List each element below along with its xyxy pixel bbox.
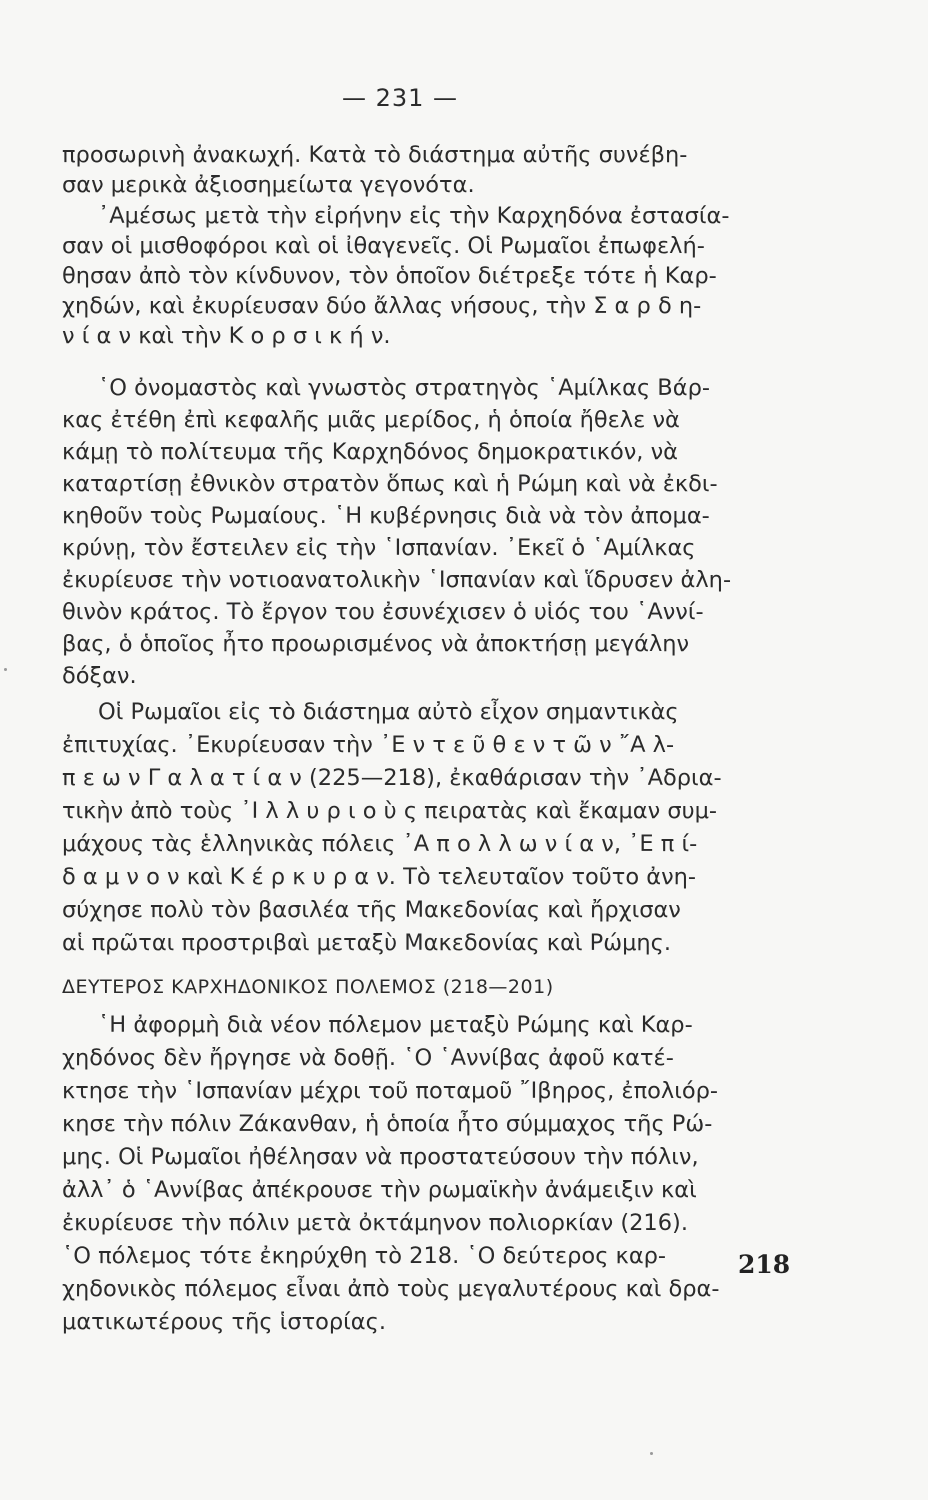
text-line: χηδονικὸς πόλεμος εἶναι ἀπὸ τοὺς μεγαλυτέρους καὶ δρα- <box>62 1276 720 1302</box>
text-line: βας, ὁ ὁποῖος ἦτο προωρισμένος νὰ ἀποκτήσῃ μεγάλην <box>62 631 690 657</box>
text-line: σαν μερικὰ ἀξιοσημείωτα γεγονότα. <box>62 172 475 198</box>
text-line: κησε τὴν πόλιν Ζάκανθαν, ἡ ὁποία ἦτο σύμμαχος τῆς Ρώ- <box>62 1111 713 1137</box>
scan-speck <box>4 668 7 671</box>
text-line: ᾿Αμέσως μετὰ τὴν εἰρήνην εἰς τὴν Καρχηδόνα ἐστασία- <box>98 203 730 229</box>
text-line: ἀλλ᾿ ὁ ῾Αννίβας ἀπέκρουσε τὴν ρωμαϊκὴν ἀνάμειξιν καὶ <box>62 1177 697 1203</box>
text-line: τικὴν ἀπὸ τοὺς ᾿Ι λ λ υ ρ ι ο ὺ ς πειρατὰς καὶ ἔκαμαν συμ- <box>62 798 718 824</box>
text-line: κηθοῦν τοὺς Ρωμαίους. ῾Η κυβέρνησις διὰ νὰ τὸν ἀπομα- <box>62 503 710 529</box>
text-line: ματικωτέρους τῆς ἱστορίας. <box>62 1309 386 1335</box>
text-line: κτησε τὴν ῾Ισπανίαν μέχρι τοῦ ποταμοῦ ῎Ιβηρος, ἐπολιόρ- <box>62 1078 719 1104</box>
text-line: π ε ω ν Γ α λ α τ ί α ν (225—218), ἐκαθάρισαν τὴν ᾿Αδρια- <box>62 765 722 791</box>
page-number: — 231 — <box>341 84 459 112</box>
text-line: δ α μ ν ο ν καὶ Κ έ ρ κ υ ρ α ν. Τὸ τελευταῖον τοῦτο ἀνη- <box>62 864 697 890</box>
text-line: ἐκυρίευσε τὴν πόλιν μετὰ ὀκτάμηνον πολιορκίαν (216). <box>62 1210 688 1236</box>
text-line: δόξαν. <box>62 663 137 689</box>
text-line: μάχους τὰς ἑλληνικὰς πόλεις ᾿Α π ο λ λ ω ν ί α ν, ᾿Ε π ί- <box>62 831 698 857</box>
text-line: κρύνῃ, τὸν ἔστειλεν εἰς τὴν ῾Ισπανίαν. ᾿Εκεῖ ὁ ῾Αμίλκας <box>62 535 696 561</box>
text-line: σύχησε πολὺ τὸν βασιλέα τῆς Μακεδονίας καὶ ἤρχισαν <box>62 897 681 923</box>
text-line: ἐπιτυχίας. ᾿Εκυρίευσαν τὴν ᾿Ε ν τ ε ῦ θ ε ν τ ῶ ν ῎Α λ- <box>62 732 675 758</box>
text-line: ῾Ο πόλεμος τότε ἐκηρύχθη τὸ 218. ῾Ο δεύτερος καρ- <box>62 1243 667 1269</box>
margin-year-note: 218 <box>738 1250 791 1279</box>
scan-speck <box>650 1452 653 1455</box>
text-line: σαν οἱ μισθοφόροι καὶ οἱ ἰθαγενεῖς. Οἱ Ρωμαῖοι ἐπωφελή- <box>62 233 705 259</box>
text-line: καταρτίσῃ ἐθνικὸν στρατὸν ὅπως καὶ ἡ Ρώμη καὶ νὰ ἐκδι- <box>62 471 718 497</box>
text-line: ῾Η ἀφορμὴ διὰ νέον πόλεμον μεταξὺ Ρώμης καὶ Καρ- <box>98 1012 693 1038</box>
text-line: ν ί α ν καὶ τὴν Κ ο ρ σ ι κ ή ν. <box>62 323 391 349</box>
text-line: κας ἐτέθη ἐπὶ κεφαλῆς μιᾶς μερίδος, ἡ ὁποία ἤθελε νὰ <box>62 407 680 433</box>
text-line: θινὸν κράτος. Τὸ ἔργον του ἐσυνέχισεν ὁ υἱός του ῾Αννί- <box>62 599 704 625</box>
text-line: χηδών, καὶ ἐκυρίευσαν δύο ἄλλας νήσους, τὴν Σ α ρ δ η- <box>62 293 702 319</box>
text-line: χηδόνος δὲν ἤργησε νὰ δοθῇ. ῾Ο ῾Αννίβας ἀφοῦ κατέ- <box>62 1045 674 1071</box>
text-line: προσωρινὴ ἀνακωχή. Κατὰ τὸ διάστημα αὐτῆς συνέβη- <box>62 142 688 168</box>
section-heading: ΔΕΥΤΕΡΟΣ ΚΑΡΧΗΔΟΝΙΚΟΣ ΠΟΛΕΜΟΣ (218—201) <box>62 976 554 998</box>
text-line: μης. Οἱ Ρωμαῖοι ἠθέλησαν νὰ προστατεύσουν τὴν πόλιν, <box>62 1144 699 1170</box>
text-line: κάμῃ τὸ πολίτευμα τῆς Καρχηδόνος δημοκρατικόν, νὰ <box>62 439 679 465</box>
text-line: Οἱ Ρωμαῖοι εἰς τὸ διάστημα αὐτὸ εἶχον σημαντικὰς <box>98 699 679 725</box>
text-line: ἐκυρίευσε τὴν νοτιοανατολικὴν ῾Ισπανίαν καὶ ἵδρυσεν ἀλη- <box>62 567 732 593</box>
text-line: θησαν ἀπὸ τὸν κίνδυνον, τὸν ὁποῖον διέτρεξε τότε ἡ Καρ- <box>62 263 717 289</box>
text-line: ῾Ο ὀνομαστὸς καὶ γνωστὸς στρατηγὸς ῾Αμίλκας Βάρ- <box>98 375 710 401</box>
text-line: αἱ πρῶται προστριβαὶ μεταξὺ Μακεδονίας καὶ Ρώμης. <box>62 930 672 956</box>
